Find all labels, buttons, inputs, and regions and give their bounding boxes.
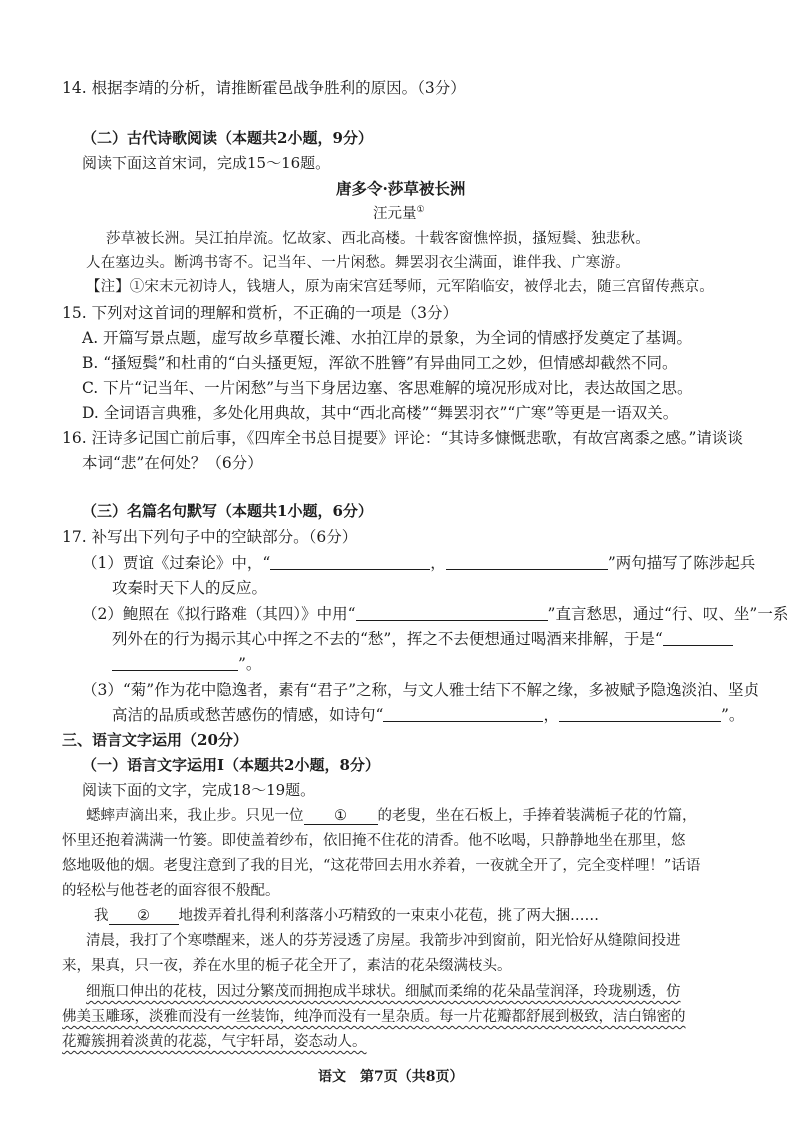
question-15-option-c: C. 下片“记当年、一片闲愁”与当下身居边塞、客思难解的境况形成对比，表达故国之思。 — [82, 379, 693, 397]
q17-blank-3[interactable] — [356, 605, 548, 621]
question-15-stem: 15. 下列对这首词的理解和赏析，不正确的一项是（3分） — [62, 304, 458, 322]
question-17-part-1 — [82, 551, 755, 573]
passage-blank-2-label: ② — [137, 908, 150, 924]
q17-p2-text-b: ”直言愁思，通过“行、叹、坐”一系 — [547, 605, 789, 623]
passage-p4-line-2: 佛美玉雕琢，淡雅而没有一丝装饰，纯净而没有一星杂质。每一片花瓣都舒展到极致，洁白锦密的 — [62, 1009, 686, 1025]
poetry-instruction: 阅读下面这首宋词，完成15～16题。 — [82, 154, 331, 172]
question-17-part-2-cont2 — [112, 652, 261, 674]
question-15-option-d: D. 全词语言典雅，多处化用典故，其中“西北高楼”“舞罢羽衣”“广寒”等更是一语双关。 — [82, 404, 679, 422]
question-17-part-2-cont — [112, 627, 733, 649]
passage-p1-text-b: 的老叟，坐在石板上，手捧着装满栀子花的竹篇， — [377, 808, 697, 824]
q17-p3-text-c: ， — [543, 706, 559, 724]
passage-p1-line-2: 怀里还抱着满满一竹篓。即使盖着纱布，依旧掩不住花的清香。他不吆喝，只静静地坐在那里，悠 — [62, 833, 686, 849]
passage-blank-1[interactable] — [304, 808, 378, 825]
passage-p1-line-3: 悠地吸他的烟。老叟注意到了我的目光，“这花带回去用水养着，一夜就全开了，完全变样哩！”话语 — [62, 858, 701, 874]
question-17-part-3-cont — [112, 703, 744, 725]
passage-p2-text-b: 地拨弄着扎得利利落落小巧精致的一束束小花苞，挑了两大捆…… — [178, 908, 599, 924]
poem-author-name: 汪元量 — [373, 206, 417, 222]
passage-p4-line-3: 花瓣簇拥着淡黄的花蕊，气宇轩昂，姿态动人。 — [62, 1034, 367, 1050]
poem-line-2: 人在塞边头。断鸿书寄不。记当年、一片闲愁。舞罢羽衣尘满面，谁伴我、广寒游。 — [86, 255, 630, 271]
poem-author — [373, 202, 425, 223]
poem-author-note-mark: ① — [416, 205, 425, 216]
q17-p1-text-b: ， — [430, 554, 446, 572]
passage-p3-line-1: 清晨，我打了个寒噤醒来，迷人的芬芳浸透了房屋。我箭步冲到窗前，阳光恰好从缝隙间投进 — [86, 933, 681, 949]
q17-p3-text-b: 高洁的品质或愁苦感伤的情感，如诗句“ — [112, 706, 384, 724]
page-footer: 语文 第7页（共8页） — [318, 1069, 464, 1085]
question-16-line-2: 本词“悲”在何处？（6分） — [82, 454, 263, 472]
question-17-part-3: （3）“菊”作为花中隐逸者，素有“君子”之称，与文人雅士结下不解之缘，多被赋予隐逸淡泊、坚贞 — [82, 681, 760, 699]
q17-blank-6[interactable] — [559, 706, 721, 722]
question-17-part-1-cont: 攻秦时天下人的反应。 — [112, 579, 268, 597]
question-14: 14. 根据李靖的分析，请推断霍邑战争胜利的原因。（3分） — [62, 79, 466, 97]
passage-p1-line-1 — [86, 804, 697, 825]
q17-p2-text-c: 列外在的行为揭示其心中挥之不去的“愁”，挥之不去便想通过喝酒来排解，于是“ — [112, 630, 663, 648]
recite-section-heading: （三）名篇名句默写（本题共1小题，6分） — [82, 502, 373, 520]
passage-p4-line-1: 细瓶口伸出的花枝，因过分繁茂而拥抱成半球状。细腻而柔绵的花朵晶莹润泽，玲珑剔透，仿 — [86, 984, 681, 1000]
q17-blank-4a[interactable] — [663, 630, 733, 646]
language-instruction: 阅读下面的文字，完成18～19题。 — [82, 781, 316, 799]
question-17-part-2 — [82, 602, 788, 624]
q17-p1-text-c: ”两句描写了陈涉起兵 — [607, 554, 756, 572]
poem-footnote: 【注】①宋末元初诗人，钱塘人，原为南宋宫廷琴师，元军陷临安，被俘北去，随三宫留传燕京。 — [86, 279, 714, 295]
passage-p2 — [94, 904, 599, 925]
passage-p1-line-4: 的轻松与他苍老的面容很不般配。 — [62, 883, 280, 899]
q17-p2-text-a: （2）鲍照在《拟行路难（其四）》中用“ — [82, 605, 356, 623]
q17-p1-text-a: （1）贾谊《过秦论》中，“ — [82, 554, 271, 572]
language-section-heading: 三、语言文字运用（20分） — [62, 731, 248, 749]
question-17-stem: 17. 补写出下列句子中的空缺部分。（6分） — [62, 528, 358, 546]
passage-p1-text-a: 蟋蟀声滴出来，我止步。只见一位 — [86, 808, 304, 824]
q17-blank-4b[interactable] — [112, 655, 238, 671]
poem-line-1: 莎草被长洲。吴江拍岸流。忆故家、西北高楼。十载客窗憔悴损，搔短鬓、独悲秋。 — [106, 231, 650, 247]
question-16-line-1: 16. 汪诗多记国亡前后事，《四库全书总目提要》评论：“其诗多慷慨悲歌，有故宫离黍之感。”请谈谈 — [62, 429, 743, 447]
question-15-option-a: A. 开篇写景点题，虚写故乡草覆长滩、水拍江岸的景象，为全词的情感抒发奠定了基调。 — [82, 329, 693, 347]
passage-blank-2[interactable] — [109, 908, 179, 925]
q17-blank-2[interactable] — [446, 554, 608, 570]
poem-title: 唐多令·莎草被长洲 — [336, 179, 466, 198]
q17-blank-5[interactable] — [383, 706, 543, 722]
passage-p3-line-2: 来，果真，只一夜，养在水里的栀子花全开了，素洁的花朵缀满枝头。 — [62, 958, 512, 974]
passage-blank-1-label: ① — [334, 808, 347, 824]
question-15-option-b: B. “搔短鬓”和杜甫的“白头搔更短，浑欲不胜簪”有异曲同工之妙，但情感却截然不同。 — [82, 354, 678, 372]
language-sub-heading: （一）语言文字运用Ⅰ（本题共2小题，8分） — [82, 756, 380, 774]
q17-p3-text-d: ”。 — [720, 706, 745, 724]
passage-p2-text-a: 我 — [94, 908, 109, 924]
q17-p2-text-d: ”。 — [238, 655, 262, 673]
poetry-section-heading: （二）古代诗歌阅读（本题共2小题，9分） — [82, 129, 373, 147]
q17-blank-1[interactable] — [270, 554, 430, 570]
